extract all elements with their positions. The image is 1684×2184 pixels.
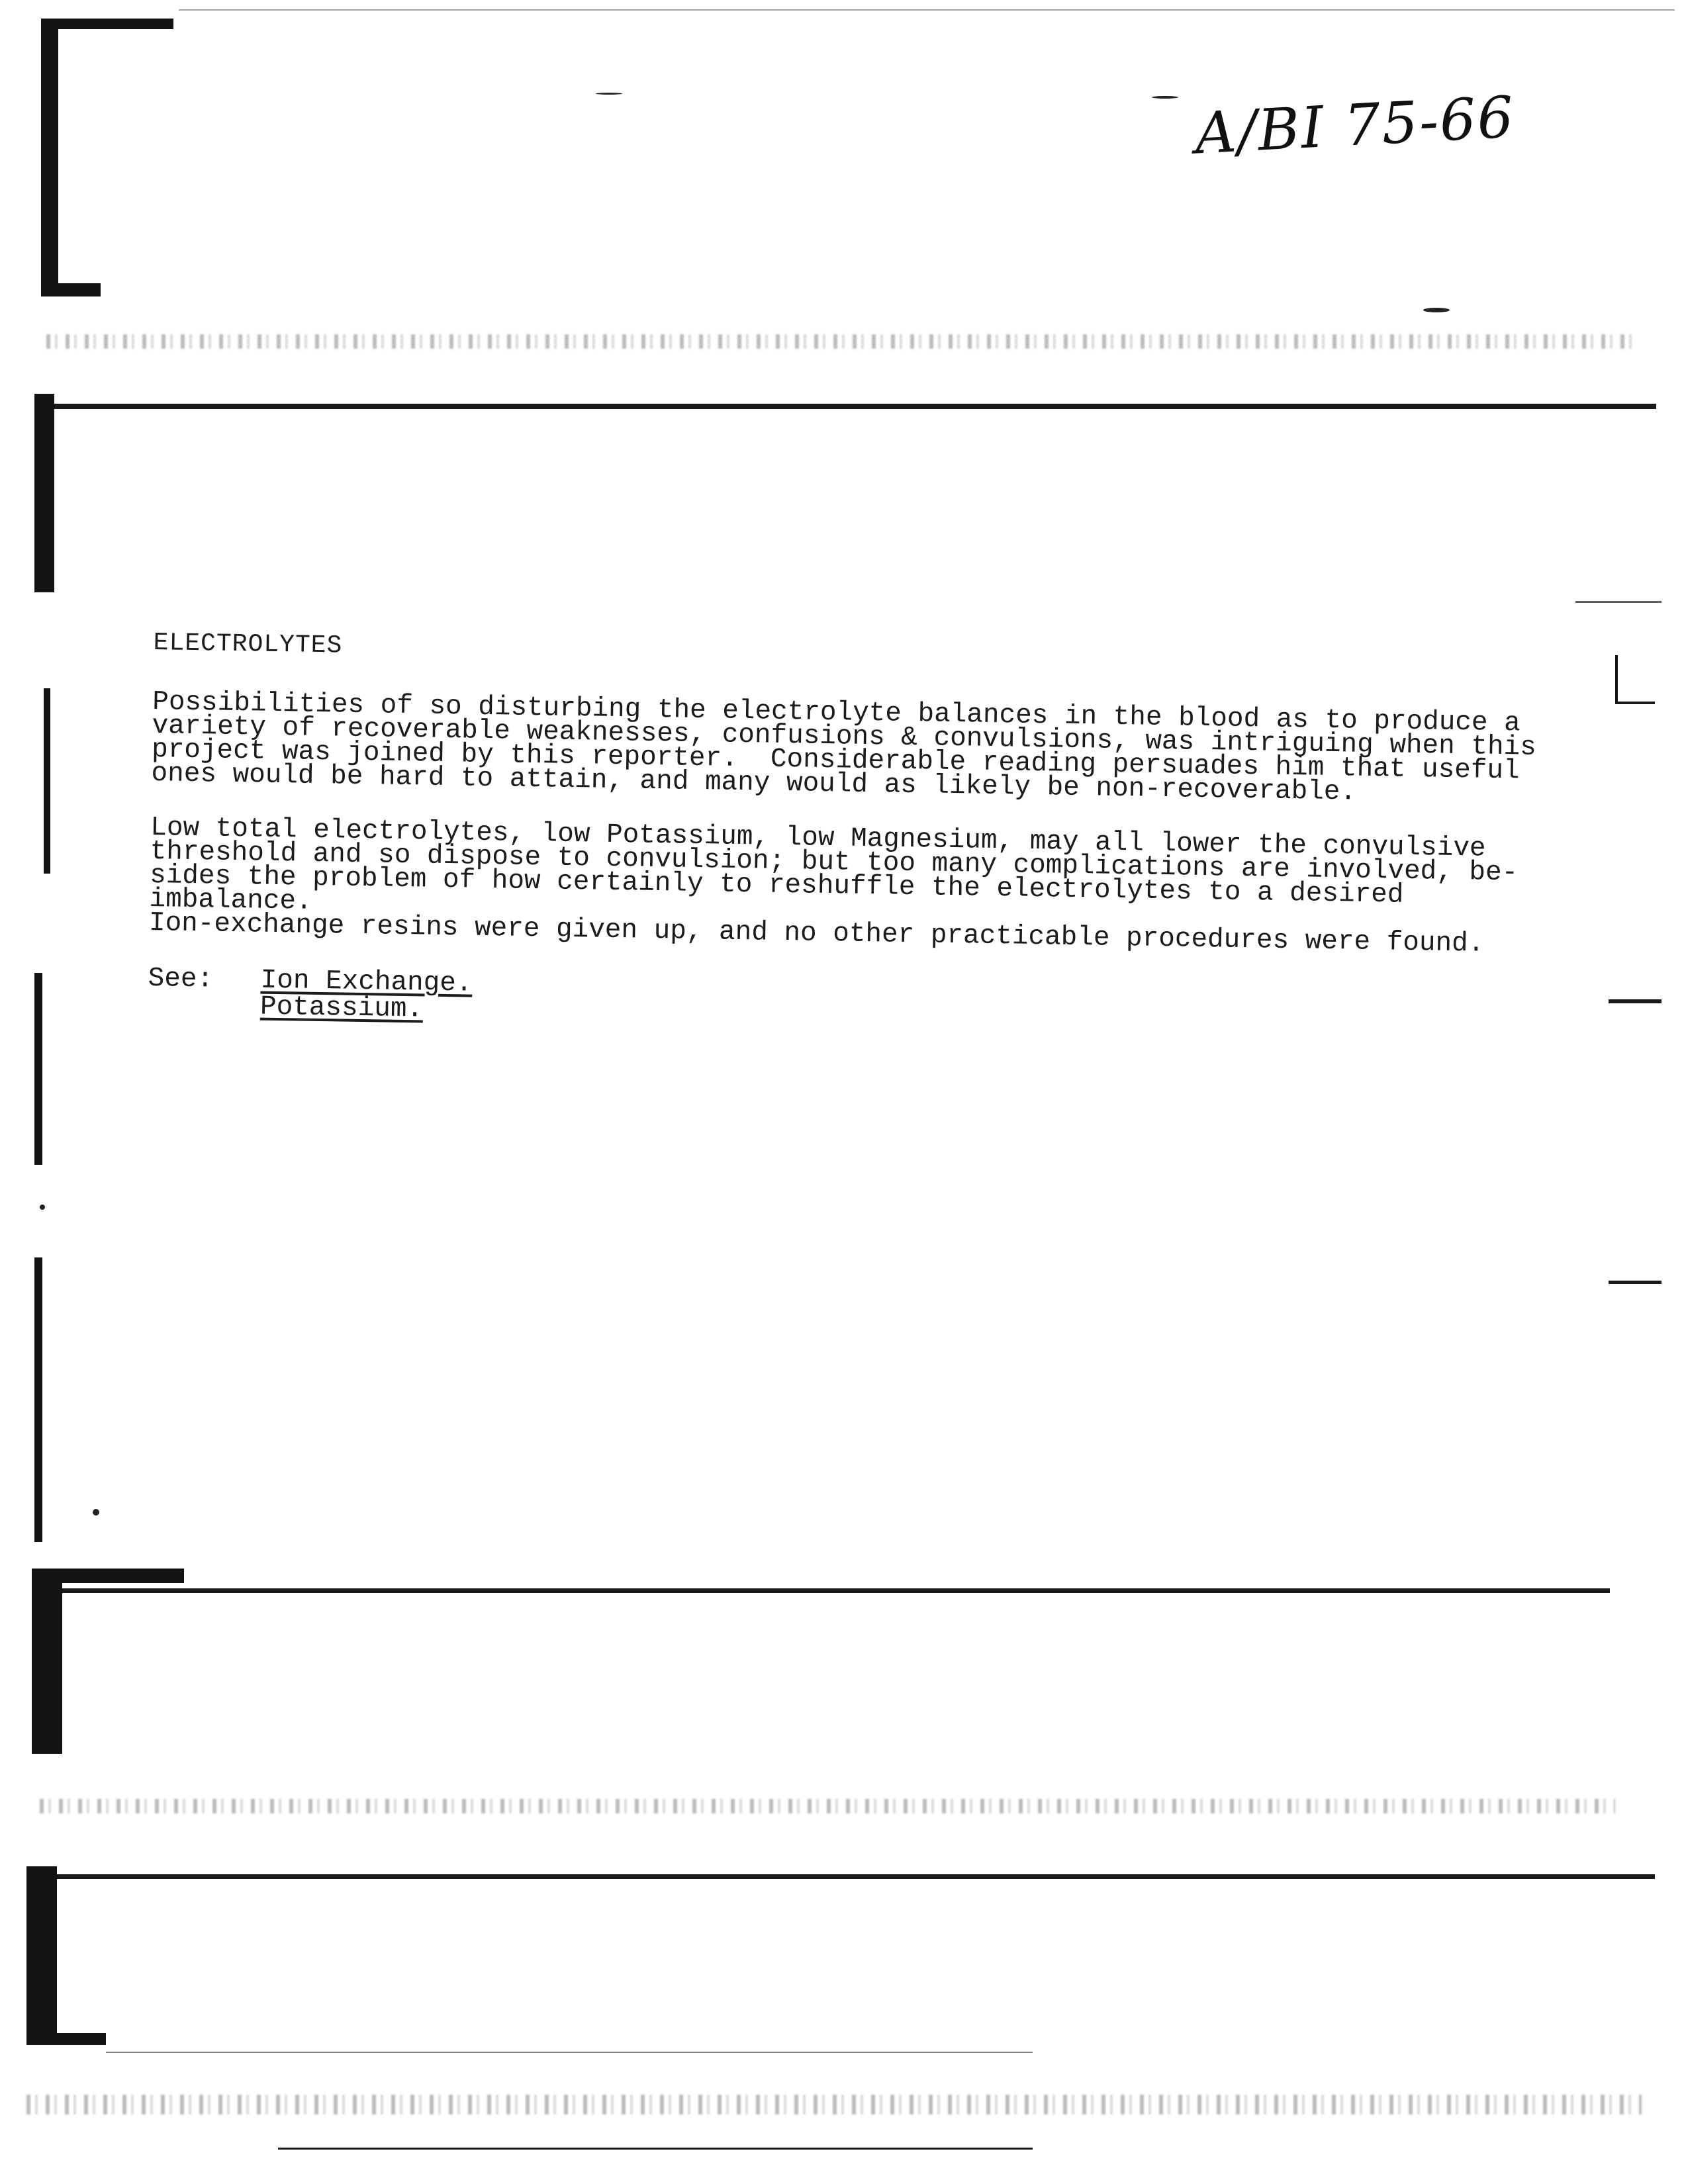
- paragraph: Possibilities of so disturbing the electrolyte balances in the blood as to produce a variety of recoverable weaknesses, confusions & convulsions, was intriguing when this project was joined by this reporter. Considerable reading persuades him that useful ones would be hard to attain, and many would as likely be non-recoverable.: [151, 686, 1537, 808]
- document-body: [148, 629, 1570, 1041]
- frame-bracket-4-vertical: [26, 1866, 57, 2045]
- top-rule: [179, 9, 1675, 11]
- paragraph: Low total electrolytes, low Potassium, low Magnesium, may all lower the convulsive threshold and so dispose to convulsion; but too many complications are involved, be- sides the problem of how certainly to reshuffle the electrolytes to a desired imbalance. Ion-exchange resins were given up, and no other practicable procedures were found.: [148, 812, 1519, 960]
- frame-rule-2: [41, 404, 1656, 409]
- frame-bracket-3-head: [32, 1569, 184, 1583]
- frame-bracket-top-head: [41, 19, 173, 29]
- frame-rule-3: [41, 1588, 1610, 1593]
- frame-rule-4: [33, 1874, 1655, 1879]
- see-also-list: [259, 965, 473, 1025]
- scan-speck: [1152, 96, 1178, 99]
- margin-mark: [1609, 1281, 1661, 1284]
- bottom-rule: [106, 2052, 1033, 2053]
- frame-bracket-2-vertical: [34, 394, 54, 592]
- frame-bracket-4-foot: [26, 2033, 106, 2045]
- margin-mark: [34, 1257, 42, 1542]
- see-also-item: Ion Exchange.: [260, 965, 473, 999]
- see-also-item: Potassium.: [259, 991, 424, 1025]
- document-heading: ELECTROLYTES: [153, 629, 343, 660]
- margin-mark: [1615, 655, 1618, 702]
- scan-noise-band: [40, 1799, 1615, 1813]
- scan-speck: [1423, 308, 1450, 312]
- scan-noise-band: [46, 334, 1635, 349]
- margin-mark: [1609, 999, 1661, 1003]
- frame-bracket-top-foot: [41, 283, 101, 296]
- margin-mark: [1575, 601, 1661, 603]
- scan-speck: [40, 1205, 45, 1210]
- scan-speck: [596, 93, 622, 95]
- margin-mark: [44, 688, 50, 874]
- margin-mark: [34, 973, 42, 1165]
- see-also-block: [148, 963, 1565, 1041]
- scan-noise-band: [26, 2095, 1642, 2115]
- frame-bracket-top-vertical: [41, 19, 58, 296]
- handwritten-reference-code: A/BI 75-66: [1193, 84, 1517, 167]
- scan-speck: [93, 1509, 99, 1516]
- see-also-label: See:: [148, 963, 214, 995]
- margin-mark: [1615, 702, 1655, 704]
- bottom-rule: [278, 2148, 1033, 2150]
- frame-bracket-3-vertical: [32, 1569, 62, 1754]
